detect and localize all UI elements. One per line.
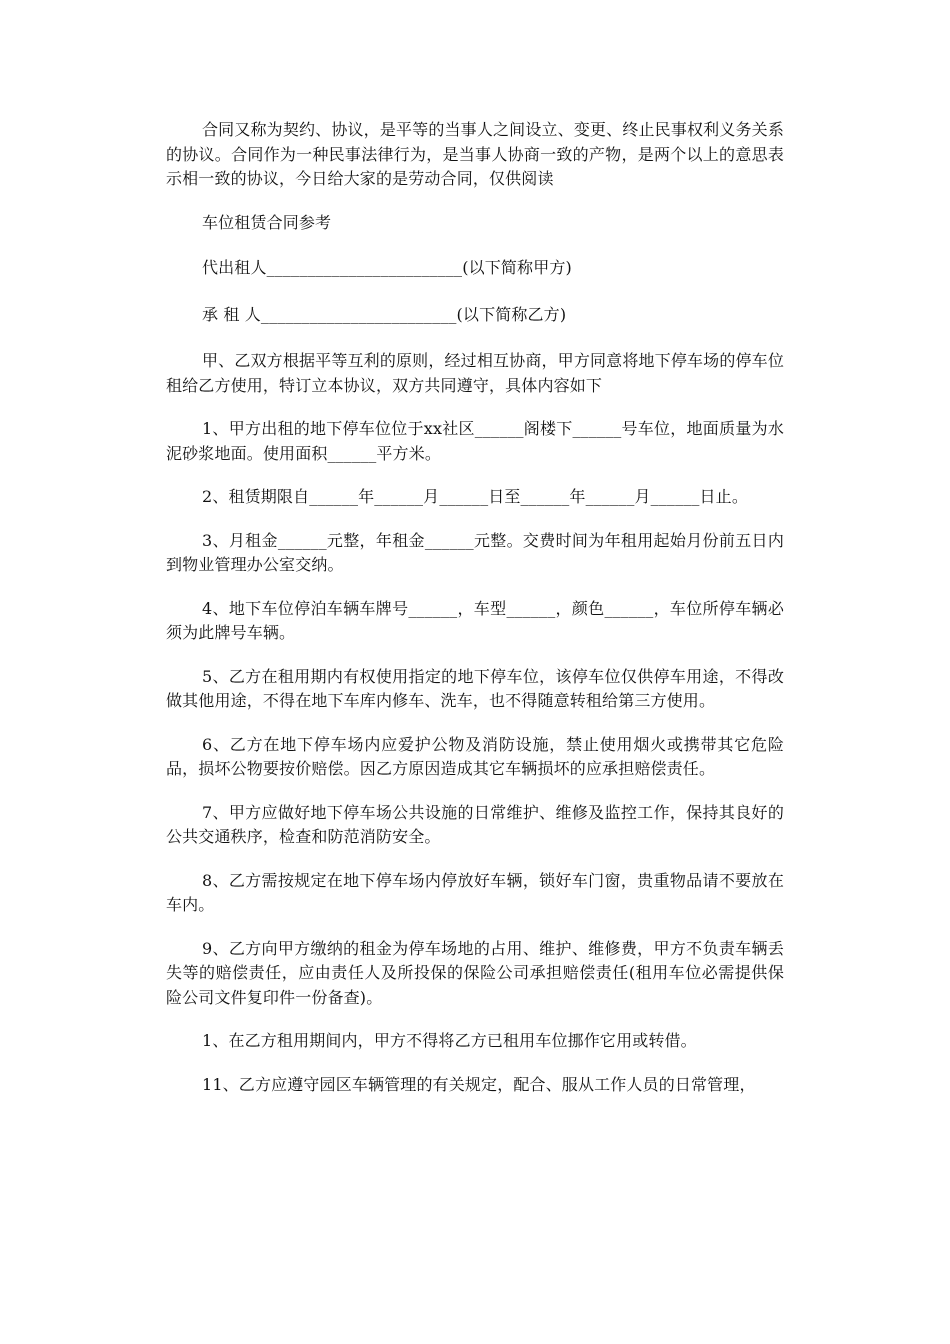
clause-6: 6、乙方在地下停车场内应爱护公物及消防设施，禁止使用烟火或携带其它危险品，损坏公物要按价赔偿。因乙方原因造成其它车辆损坏的应承担赔偿责任。 [166,734,784,778]
intro-paragraph: 合同又称为契约、协议，是平等的当事人之间设立、变更、终止民事权利义务关系的协议。合同作为一种民事法律行为，是当事人协商一致的产物，是两个以上的意思表示相一致的协议，今日给大家的是劳动合同，仅供阅读 [166,120,784,188]
clause-7: 7、甲方应做好地下停车场公共设施的日常维护、维修及监控工作，保持其良好的公共交通秩序，检查和防范消防安全。 [166,802,784,846]
party-a-line: 代出租人________________________(以下简称甲方) [202,258,572,277]
clause-8: 8、乙方需按规定在地下停车场内停放好车辆，锁好车门窗，贵重物品请不要放在车内。 [166,870,784,914]
document-title: 车位租赁合同参考 [202,212,332,232]
clause-4: 4、地下车位停泊车辆车牌号______，车型______，颜色______，车位所停车辆必须为此牌号车辆。 [166,598,784,642]
preamble-paragraph: 甲、乙双方根据平等互利的原则，经过相互协商，甲方同意将地下停车场的停车位租给乙方使用，特订立本协议，双方共同遵守，具体内容如下 [166,351,784,395]
document-page [166,118,784,1116]
clause-9: 9、乙方向甲方缴纳的租金为停车场地的占用、维护、维修费，甲方不负责车辆丢失等的赔偿责任，应由责任人及所投保的保险公司承担赔偿责任(租用车位必需提供保险公司文件复印件一份备查)。 [166,938,784,1007]
clause-10: 1、在乙方租用期间内，甲方不得将乙方已租用车位挪作它用或转借。 [202,1031,697,1050]
clause-5: 5、乙方在租用期内有权使用指定的地下停车位，该停车位仅供停车用途，不得改做其他用途，不得在地下车库内修车、洗车，也不得随意转租给第三方使用。 [166,666,784,710]
clause-1: 1、甲方出租的地下停车位位于xx社区______阁楼下______号车位，地面质量为水泥砂浆地面。使用面积______平方米。 [166,419,784,463]
party-b-line: 承 租 人________________________(以下简称乙方) [202,304,567,324]
clause-2: 2、租赁期限自______年______月______日至______年______月______日止。 [202,487,748,506]
clause-3: 3、月租金______元整，年租金______元整。交费时间为年租用起始月份前五日内到物业管理办公室交纳。 [166,530,784,574]
clause-11: 11、乙方应遵守园区车辆管理的有关规定，配合、服从工作人员的日常管理， [202,1074,756,1094]
